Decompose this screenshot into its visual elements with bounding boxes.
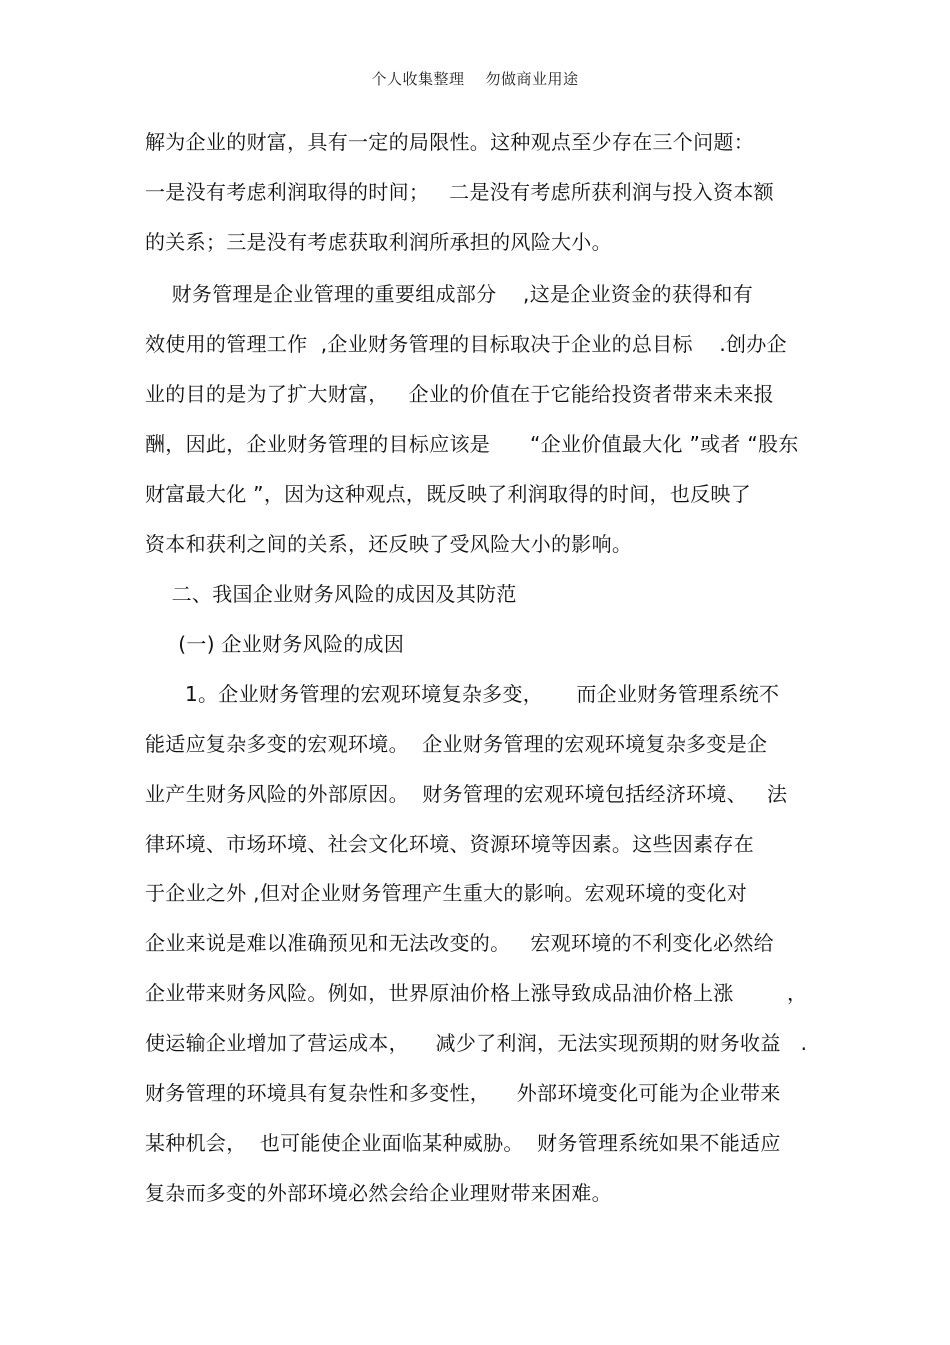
subsection-heading: (一) 企业财务风险的成因 (145, 632, 405, 656)
body-line: 财富最大化 ”，因为这种观点，既反映了利润取得的时间，也反映了 (145, 482, 752, 506)
body-line: 企业带来财务风险。例如，世界原油价格上涨导致成品油价格上涨 ， (145, 981, 808, 1005)
body-line: 1。企业财务管理的宏观环境复杂多变， 而企业财务管理系统不 (145, 682, 780, 706)
body-line: 能适应复杂多变的宏观环境。 企业财务管理的宏观环境复杂多变是企 (145, 732, 768, 756)
body-line: 企业来说是难以准确预见和无法改变的。 宏观环境的不利变化必然给 (145, 931, 774, 955)
body-line: 使运输企业增加了营运成本， 减少了利润，无法实现预期的财务收益 . (145, 1031, 808, 1055)
body-line: 解为企业的财富，具有一定的局限性。这种观点至少存在三个问题： (145, 130, 754, 154)
body-line: 财务管理的环境具有复杂性和多变性， 外部环境变化可能为企业带来 (145, 1081, 781, 1105)
body-line: 资本和获利之间的关系，还反映了受风险大小的影响。 (145, 532, 633, 556)
body-line: 酬，因此，企业财务管理的目标应该是 “企业价值最大化 ”或者 “股东 (145, 432, 799, 456)
body-line: 律环境、市场环境、社会文化环境、资源环境等因素。这些因素存在 (145, 832, 754, 856)
body-line: 某种机会， 也可能使企业面临某种威胁。 财务管理系统如果不能适应 (145, 1131, 781, 1155)
body-line: 业的目的是为了扩大财富， 企业的价值在于它能给投资者带来未来报 (145, 382, 774, 406)
section-heading: 二、我国企业财务风险的成因及其防范 (145, 582, 517, 606)
body-line: 于企业之外 ,但对企业财务管理产生重大的影响。宏观环境的变化对 (145, 881, 748, 905)
body-line: 效使用的管理工作 ,企业财务管理的目标取决于企业的总目标 .创办企 (145, 332, 787, 356)
body-line: 一是没有考虑利润取得的时间； 二是没有考虑所获利润与投入资本额 (145, 180, 774, 204)
page-header: 个人收集整理 勿做商业用途 (371, 70, 579, 88)
body-line: 财务管理是企业管理的重要组成部分 ,这是企业资金的获得和有 (145, 282, 754, 306)
body-line: 复杂而多变的外部环境必然会给企业理财带来困难。 (145, 1181, 612, 1205)
body-line: 业产生财务风险的外部原因。 财务管理的宏观环境包括经济环境、 法 (145, 782, 788, 806)
body-line: 的关系；三是没有考虑获取利润所承担的风险大小。 (145, 230, 612, 254)
